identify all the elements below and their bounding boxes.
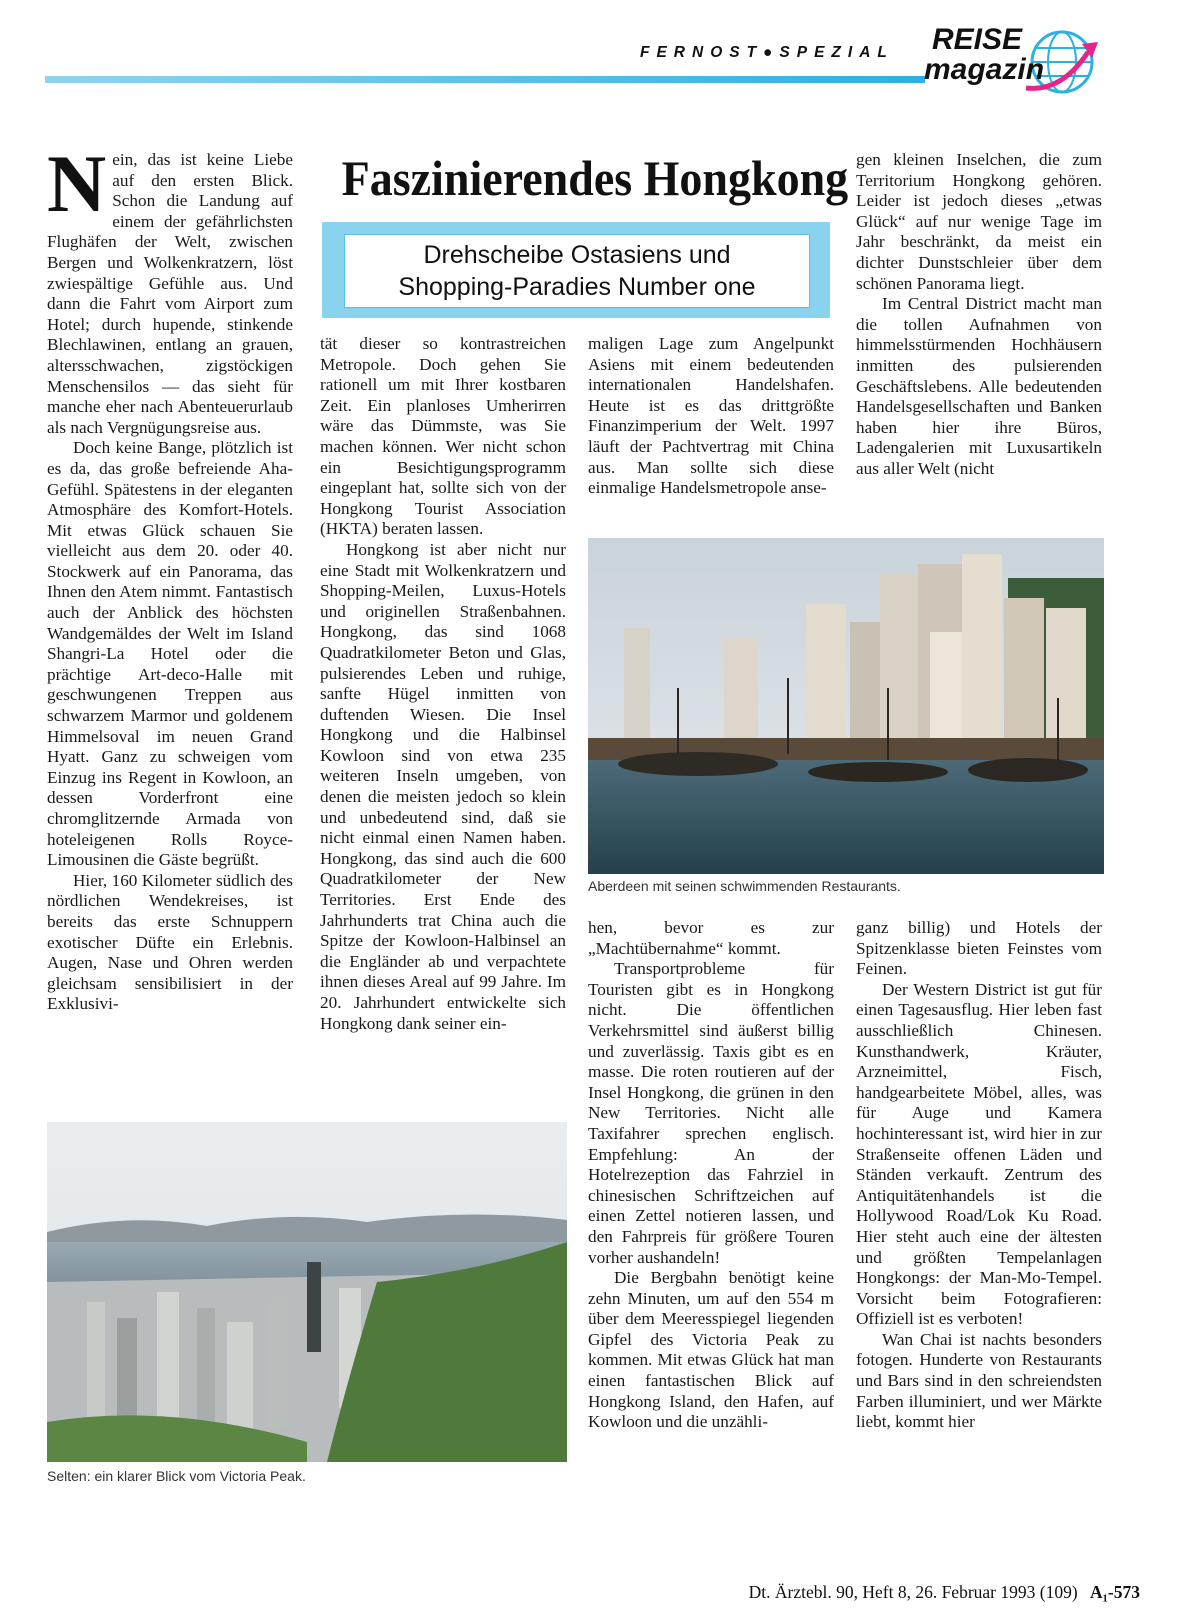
paragraph-intro: Nein, das ist keine Liebe auf den ersten Blick. Schon die Landung auf einem der gefährlichsten Flughäfen der Welt, zwischen Bergen und Wolkenkratzern, löst zwiespältige Gefühle aus. Und dann die Fahrt vom Airport zum Hotel; durch hupende, stinkende Blechlawinen, entlang an grauen, altersschwachen, zigstöckigen Menschensilos — das sieht für manche eher nach Abenteuerurlaub als nach Vergnügungsreise aus. — [47, 138, 293, 437]
header-rule — [45, 76, 925, 83]
headline: Faszinierendes Hongkong — [341, 150, 849, 206]
page-number: A₁-573 — [1090, 1582, 1140, 1602]
subtitle-line-1: Drehscheibe Ostasiens und — [423, 241, 731, 269]
paragraph: Doch keine Bange, plötzlich ist es da, das große befreiende Aha-Gefühl. Spätestens in der eleganten Atmosphäre des Komfort-Hotels. Mit etwas Glück schauen Sie vielleicht aus dem 20. oder 40. Stockwerk auf ein Panorama, das Ihnen den Atem nimmt. Fantastisch auch der Anblick des höchsten Wandgemäldes der Welt im Island Shangri-La Hotel oder die prächtige Art-deco-Halle mit geschwungenen Treppen aus schwarzem Marmor und goldenem Himmelsoval im neuen Grand Hyatt. Ganz zu schweigen vom Einzug ins Regent in Kowloon, an dessen Vorderfront eine chromglitzernde Armada von hoteleigenen Rolls Royce-Limousinen die Gäste begrüßt. — [47, 438, 293, 870]
footer — [600, 1582, 1140, 1603]
paragraph: Die Bergbahn benötigt keine zehn Minuten, um auf den 554 m über dem Meeresspiegel liegenden Gipfel des Victoria Peak zu kommen. Mit etwas Glück hat man einen fantastischen Blick auf Hongkong Island, den Hafen, auf Kowloon und die unzähli- — [588, 1268, 834, 1432]
paragraph: Der Western District ist gut für einen Tagesausflug. Hier leben fast ausschließlich Chinesen. Kunsthandwerk, Kräuter, Arzneimittel, Fisch, handgearbeitete Möbel, alles, was für Auge und Kamera hochinteressant ist, wird hier in zur Straßenseite offenen Läden und Ständen verkauft. Zentrum des Antiquitätenhandels ist die Hollywood Road/Lok Ku Road. Hier steht auch eine der ältesten und größten Tempelanlagen Hongkongs: der Man-Mo-Tempel. Vorsicht beim Fotografieren: Offiziell ist es verboten! — [856, 979, 1102, 1329]
citation: Dt. Ärztebl. 90, Heft 8, 26. Februar 1993 (109) — [748, 1582, 1078, 1602]
column-4-top — [856, 150, 1102, 480]
paragraph: maligen Lage zum Angelpunkt Asiens mit einem bedeutenden internationalen Handelshafen. Heute ist es das drittgrößte Finanzimperium der Welt. 1997 läuft der Pachtvertrag mit China aus. Man sollte sich diese einmalige Handelsmetropole anse- — [588, 334, 834, 498]
column-3-top — [588, 334, 834, 499]
subtitle-line-2: Shopping-Paradies Number one — [398, 273, 756, 301]
paragraph: gen kleinen Inselchen, die zum Territorium Hongkong gehören. Leider ist jedoch dieses „etwas Glück“ auf nur wenige Tage im Jahr beschränkt, da meist ein dichter Dunstschleier über dem schönen Panorama liegt. — [856, 150, 1102, 293]
header-spezial: FERNOST●SPEZIAL — [640, 44, 894, 61]
victoria-peak-caption: Selten: ein klarer Blick vom Victoria Peak. — [47, 1468, 306, 1484]
column-2 — [320, 334, 566, 1034]
column-4-bottom — [856, 918, 1102, 1433]
logo-magazin: magazin — [924, 53, 1045, 86]
paragraph: Hongkong ist aber nicht nur eine Stadt mit Wolkenkratzern und Shopping-Meilen, Luxus-Hotels und originellen Straßenbahnen. Hongkong, das sind 1068 Quadratkilometer Beton und Glas, pulsierendes Leben und ruhige, sanfte Hügel inmitten von duftenden Wiesen. Die Insel Hongkong und die Halbinsel Kowloon sind von etwa 235 weiteren Inseln umgeben, von denen die meisten jedoch so klein und unbedeutend sind, daß sie nicht einmal einen Namen haben. Hongkong, das sind auch die 600 Quadratkilometer der New Territories. Erst Ende des Jahrhunderts trat China auch die Spitze der Kowloon-Halbinsel an die Engländer ab und verpachtete ihnen dieses Areal auf 99 Jahre. Im 20. Jahrhundert entwickelte sich Hongkong dank seiner ein- — [320, 539, 566, 1033]
dropcap: N — [47, 138, 107, 229]
column-3-bottom — [588, 918, 834, 1433]
paragraph: ganz billig) und Hotels der Spitzenklasse bieten Feinstes vom Feinen. — [856, 918, 1102, 979]
paragraph: tät dieser so kontrastreichen Metropole. Doch gehen Sie rationell um mit Ihrer kostbaren Zeit. Ein planloses Umherirren wäre das Dümmste, was Sie machen können. Wer nicht schon ein Besichtigungsprogramm eingeplant hat, sollte sich von der Hongkong Tourist Association (HKTA) beraten lassen. — [320, 334, 566, 539]
subtitle-box — [322, 222, 830, 318]
column-1 — [47, 138, 293, 1015]
logo-reise: REISE — [932, 23, 1023, 56]
reisemagazin-logo — [922, 22, 1142, 102]
aberdeen-caption: Aberdeen mit seinen schwimmenden Restaurants. — [588, 878, 901, 894]
victoria-peak-photo — [47, 1122, 567, 1462]
paragraph: Hier, 160 Kilometer südlich des nördlichen Wendekreises, ist bereits das erste Schnuppern exotischer Düfte ein Erlebnis. Augen, Nase und Ohren werden gleichsam sensibilisiert in der Exklusivi- — [47, 870, 293, 1014]
paragraph: Transportprobleme für Touristen gibt es in Hongkong nicht. Die öffentlichen Verkehrsmittel sind äußerst billig und zuverlässig. Taxis gibt es en masse. Die roten routieren auf der Insel Hongkong, die grünen in den New Territories. Nicht alle Taxifahrer sprechen englisch. Empfehlung: An der Hotelrezeption das Fahrziel in chinesischen Schriftzeichen auf einen Zettel notieren lassen, und den Fahrpreis für größere Touren vorher aushandeln! — [588, 959, 834, 1267]
paragraph: hen, bevor es zur „Machtübernahme“ kommt. — [588, 918, 834, 958]
aberdeen-photo — [588, 538, 1104, 874]
paragraph: Im Central District macht man die tollen Aufnahmen von himmelsstürmenden Hochhäusern inmitten des pulsierenden Geschäftslebens. Alle bedeutenden Handelsgesellschaften und Banken haben hier ihre Büros, Ladengalerien mit Luxusartikeln aus aller Welt (nicht — [856, 294, 1102, 478]
paragraph: Wan Chai ist nachts besonders fotogen. Hunderte von Restaurants und Bars sind in den schreiendsten Farben illuminiert, und wer Märkte liebt, kommt hier — [856, 1329, 1102, 1432]
